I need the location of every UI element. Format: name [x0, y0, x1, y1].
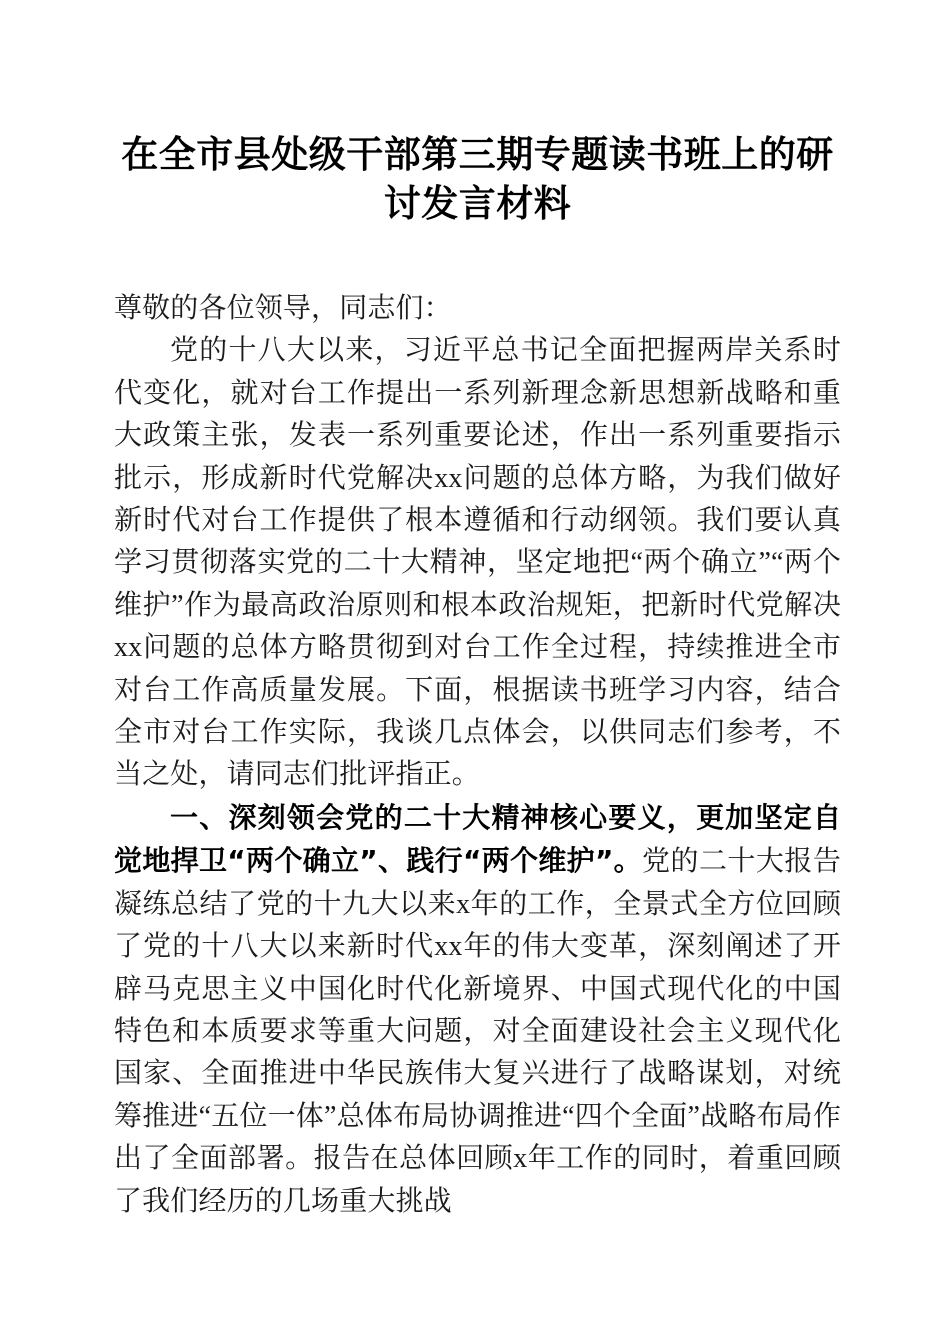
document-title: 在全市县处级干部第三期专题读书班上的研讨发言材料: [121, 135, 834, 225]
salutation-line: 尊敬的各位领导，同志们：: [114, 293, 452, 324]
paragraph-opening: 党的十八大以来，习近平总书记全面把握两岸关系时代变化，就对台工作提出一系列新理念新思想新战略和重大政策主张，发表一系列重要论述，作出一系列重要指示批示，形成新时代党解决xx问题的总体方略，为我们做好新时代对台工作提供了根本遵循和行动纲领。我们要认真学习贯彻落实党的二十大精神，坚定地把“两个确立”“两个维护”作为最高政治原则和根本政治规矩，把新时代党解决xx问题的总体方略贯彻到对台工作全过程，持续推进全市对台工作高质量发展。下面，根据读书班学习内容，结合全市对台工作实际，我谈几点体会，以供同志们参考，不当之处，请同志们批评指正。: [114, 335, 841, 791]
document-content-area: [114, 0, 841, 1223]
document-body: [114, 229, 841, 1223]
section-one-body-text: 党的二十大报告凝练总结了党的十九大以来x年的工作，全景式全方位回顾了党的十八大以来新时代xx年的伟大变革，深刻阐述了开辟马克思主义中国化时代化新境界、中国式现代化的中国特色和本质要求等重大问题，对全面建设社会主义现代化国家、全面推进中华民族伟大复兴进行了战略谋划，对统筹推进“五位一体”总体布局协调推进“四个全面”战略布局作出了全面部署。报告在总体回顾x年工作的同时，着重回顾了我们经历的几场重大挑战: [114, 846, 841, 1217]
section-one-paragraph: [114, 797, 841, 1223]
section-one-heading: 一、深刻领会党的二十大精神核心要义，更加坚定自觉地捍卫“两个确立”、践行“两个维护”。: [114, 800, 841, 878]
